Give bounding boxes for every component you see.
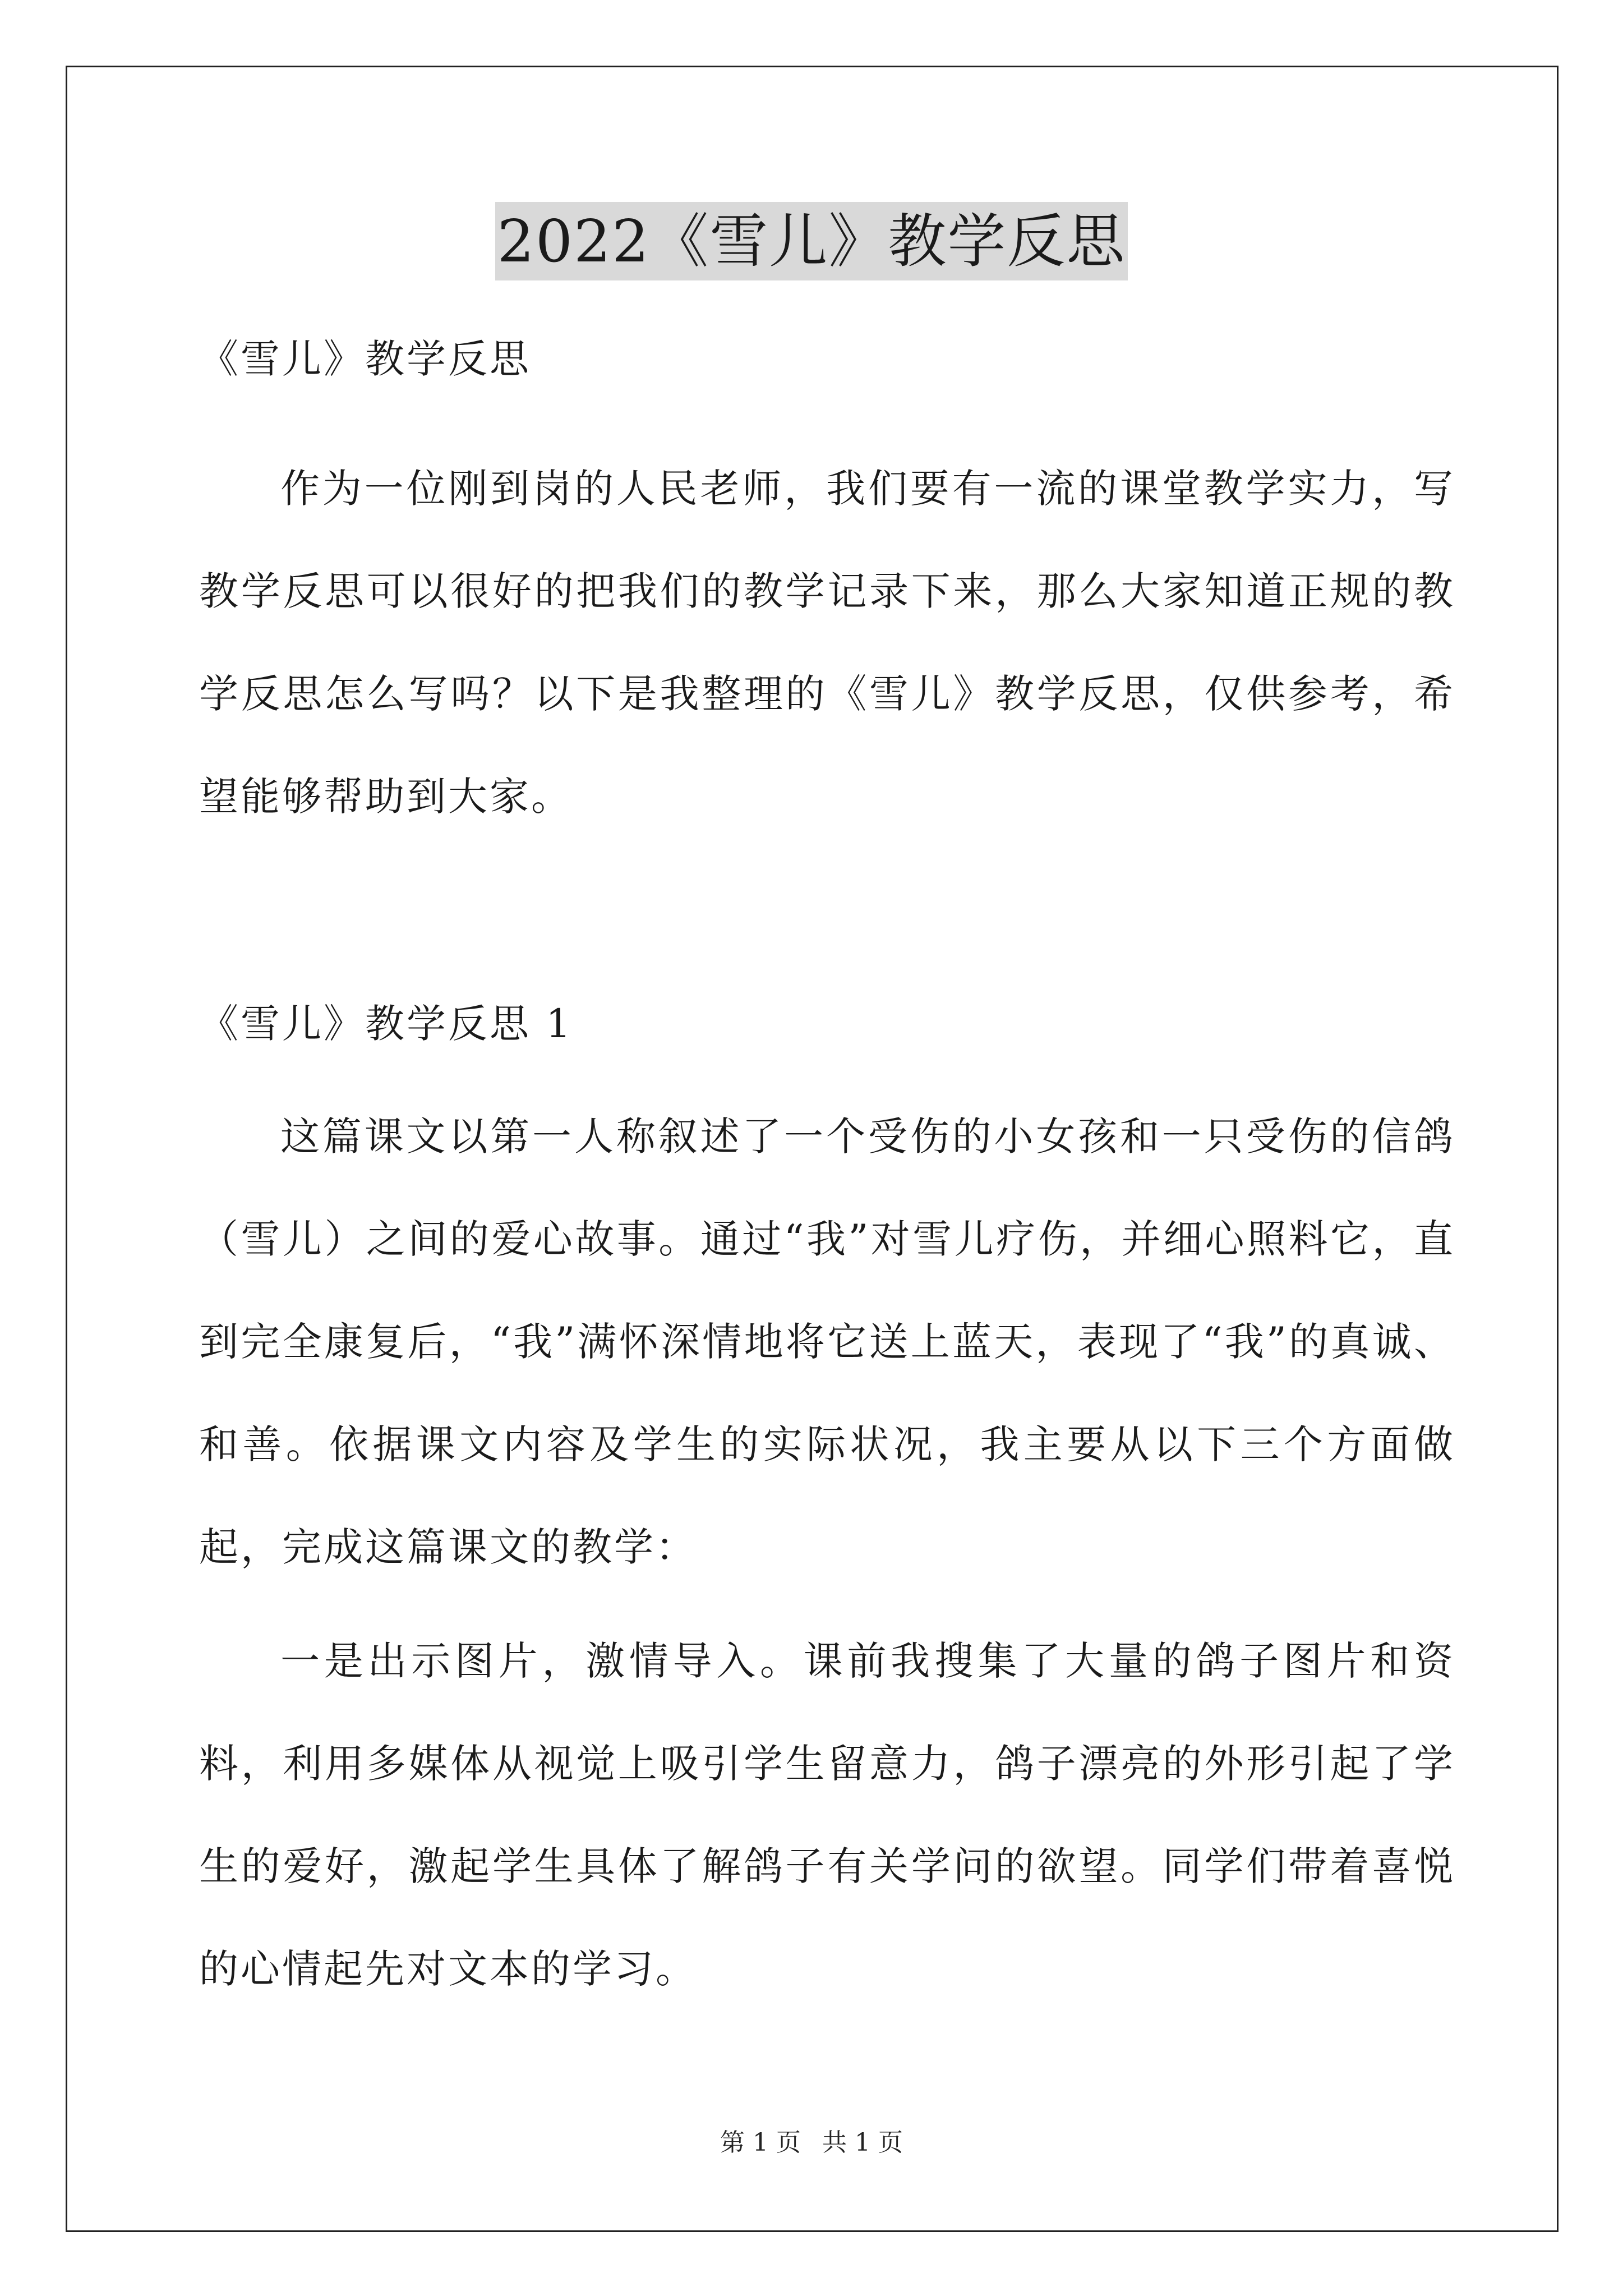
page-number: 第 1 页 — [720, 2128, 801, 2157]
section-paragraph: 一是出示图片，激情导入。课前我搜集了大量的鸽子图片和资料，利用多媒体从视觉上吸引学生留意力，鸽子漂亮的外形引起了学生的爱好，激起学生具体了解鸽子有关学问的欲望。同学们带着喜悦的心情起先对文本的学习。 — [199, 1638, 1455, 1992]
title-wrap — [0, 202, 1623, 280]
page-total: 共 1 页 — [822, 2128, 903, 2157]
section-heading: 《雪儿》教学反思 1 — [199, 1001, 573, 1047]
document-title: 2022《雪儿》教学反思 — [495, 202, 1128, 280]
document-subtitle: 《雪儿》教学反思 — [199, 336, 531, 382]
section-paragraph: 这篇课文以第一人称叙述了一个受伤的小女孩和一只受伤的信鸽（雪儿）之间的爱心故事。通过“我”对雪儿疗伤，并细心照料它，直到完全康复后，“我”满怀深情地将它送上蓝天，表现了“我”的真诚、和善。依据课文内容及学生的实际状况，我主要从以下三个方面做起，完成这篇课文的教学： — [199, 1114, 1455, 1570]
intro-paragraph: 作为一位刚到岗的人民老师，我们要有一流的课堂教学实力，写教学反思可以很好的把我们的教学记录下来，那么大家知道正规的教学反思怎么写吗？以下是我整理的《雪儿》教学反思，仅供参考，希望能够帮助到大家。 — [199, 466, 1455, 820]
page-footer — [0, 2126, 1623, 2160]
